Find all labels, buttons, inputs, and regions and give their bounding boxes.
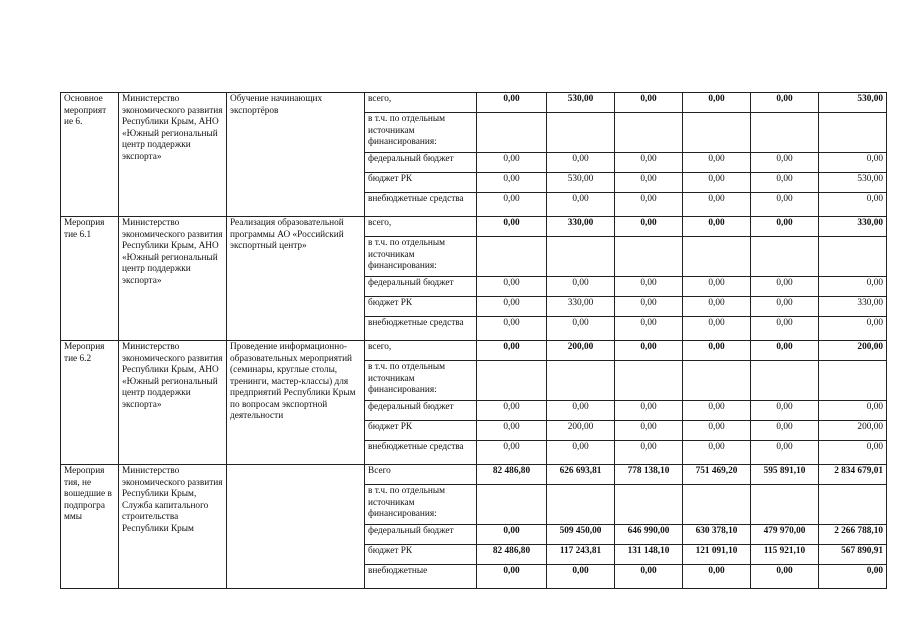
amount-cell: 0,00 — [683, 217, 751, 237]
funding-source-label: внебюджетные — [365, 565, 477, 589]
group-executor-cell: Министерство экономического развития Республики Крым, АНО «Южный региональный центр поддержки экспорта» — [119, 93, 227, 217]
amount-cell: 0,00 — [477, 421, 547, 441]
funding-source-label: бюджет РК — [365, 421, 477, 441]
amount-cell: 0,00 — [477, 441, 547, 465]
amount-cell: 509 450,00 — [547, 525, 615, 545]
amount-cell: 0,00 — [751, 565, 819, 589]
amount-cell: 0,00 — [547, 401, 615, 421]
funding-source-label: в т.ч. по отдельным источникам финансирования: — [365, 361, 477, 401]
group-name-cell: Проведение информационно-образовательных мероприятий (семинары, круглые столы, тренинги, мастер-классы) для предприятий Республики Крым по вопросам экспортной деятельности — [227, 341, 365, 465]
amount-cell — [751, 361, 819, 401]
group-name-cell: Реализация образовательной программы АО «Российский экспортный центр» — [227, 217, 365, 341]
amount-cell: 0,00 — [615, 193, 683, 217]
amount-cell: 0,00 — [547, 277, 615, 297]
amount-cell: 0,00 — [615, 401, 683, 421]
amount-cell — [547, 361, 615, 401]
amount-cell — [819, 485, 887, 525]
amount-cell: 0,00 — [477, 401, 547, 421]
funding-source-label: всего, — [365, 93, 477, 113]
funding-source-label: в т.ч. по отдельным источникам финансирования: — [365, 113, 477, 153]
amount-cell: 0,00 — [477, 277, 547, 297]
table-body — [61, 93, 887, 589]
funding-source-label: бюджет РК — [365, 173, 477, 193]
amount-cell: 0,00 — [615, 421, 683, 441]
amount-cell — [477, 237, 547, 277]
amount-cell: 0,00 — [477, 93, 547, 113]
amount-cell: 115 921,10 — [751, 545, 819, 565]
amount-cell: 0,00 — [819, 565, 887, 589]
amount-cell: 0,00 — [751, 401, 819, 421]
amount-cell: 0,00 — [819, 153, 887, 173]
funding-source-label: бюджет РК — [365, 545, 477, 565]
amount-cell: 0,00 — [615, 441, 683, 465]
amount-cell: 646 990,00 — [615, 525, 683, 545]
group-executor-cell: Министерство экономического развития Республики Крым, АНО «Южный региональный центр поддержки экспорта» — [119, 341, 227, 465]
amount-cell: 0,00 — [683, 173, 751, 193]
funding-source-label: всего, — [365, 341, 477, 361]
amount-cell: 0,00 — [615, 297, 683, 317]
group-code-cell: Мероприя тие 6.1 — [61, 217, 119, 341]
funding-source-label: бюджет РК — [365, 297, 477, 317]
group-code-cell: Мероприя тия, не вошедшие в подпрогра ммы — [61, 465, 119, 589]
amount-cell: 0,00 — [477, 217, 547, 237]
funding-source-label: внебюджетные средства — [365, 441, 477, 465]
amount-cell — [683, 361, 751, 401]
amount-cell — [477, 361, 547, 401]
amount-cell: 200,00 — [819, 341, 887, 361]
amount-cell: 0,00 — [615, 565, 683, 589]
amount-cell: 0,00 — [751, 93, 819, 113]
amount-cell: 200,00 — [547, 421, 615, 441]
group-executor-cell: Министерство экономического развития Республики Крым, АНО «Южный региональный центр поддержки экспорта» — [119, 217, 227, 341]
amount-cell: 200,00 — [819, 421, 887, 441]
amount-cell: 0,00 — [751, 297, 819, 317]
group-code-cell: Мероприя тие 6.2 — [61, 341, 119, 465]
amount-cell: 117 243,81 — [547, 545, 615, 565]
amount-cell: 479 970,00 — [751, 525, 819, 545]
amount-cell — [683, 237, 751, 277]
group-code-cell: Основное мероприят ие 6. — [61, 93, 119, 217]
amount-cell: 0,00 — [751, 341, 819, 361]
amount-cell: 0,00 — [615, 153, 683, 173]
amount-cell: 0,00 — [819, 277, 887, 297]
amount-cell: 626 693,81 — [547, 465, 615, 485]
amount-cell: 0,00 — [683, 565, 751, 589]
amount-cell: 530,00 — [547, 93, 615, 113]
amount-cell: 330,00 — [547, 297, 615, 317]
amount-cell: 0,00 — [547, 441, 615, 465]
amount-cell: 2 266 788,10 — [819, 525, 887, 545]
amount-cell: 0,00 — [683, 317, 751, 341]
amount-cell — [547, 485, 615, 525]
amount-cell: 0,00 — [751, 441, 819, 465]
amount-cell: 330,00 — [547, 217, 615, 237]
amount-cell: 330,00 — [819, 217, 887, 237]
funding-source-label: внебюджетные средства — [365, 193, 477, 217]
amount-cell — [615, 485, 683, 525]
amount-cell: 0,00 — [819, 441, 887, 465]
group-name-cell: Обучение начинающих экспортёров — [227, 93, 365, 217]
funding-source-label: федеральный бюджет — [365, 525, 477, 545]
amount-cell — [819, 361, 887, 401]
amount-cell: 0,00 — [751, 173, 819, 193]
amount-cell — [477, 485, 547, 525]
amount-cell: 0,00 — [477, 341, 547, 361]
amount-cell: 0,00 — [683, 153, 751, 173]
amount-cell: 0,00 — [477, 297, 547, 317]
amount-cell: 778 138,10 — [615, 465, 683, 485]
funding-source-label: в т.ч. по отдельным источникам финансирования: — [365, 485, 477, 525]
amount-cell: 0,00 — [751, 193, 819, 217]
table-row — [61, 465, 887, 485]
amount-cell: 0,00 — [683, 341, 751, 361]
amount-cell — [615, 113, 683, 153]
amount-cell — [615, 237, 683, 277]
amount-cell: 121 091,10 — [683, 545, 751, 565]
amount-cell: 0,00 — [751, 421, 819, 441]
funding-source-label: в т.ч. по отдельным источникам финансирования: — [365, 237, 477, 277]
amount-cell: 0,00 — [683, 401, 751, 421]
amount-cell: 0,00 — [683, 193, 751, 217]
funding-source-label: федеральный бюджет — [365, 277, 477, 297]
amount-cell — [751, 485, 819, 525]
amount-cell: 0,00 — [615, 93, 683, 113]
amount-cell: 0,00 — [683, 277, 751, 297]
amount-cell: 0,00 — [477, 173, 547, 193]
amount-cell: 0,00 — [615, 341, 683, 361]
amount-cell: 0,00 — [819, 401, 887, 421]
amount-cell — [819, 113, 887, 153]
amount-cell: 567 890,91 — [819, 545, 887, 565]
amount-cell — [751, 237, 819, 277]
amount-cell — [819, 237, 887, 277]
amount-cell: 0,00 — [683, 297, 751, 317]
amount-cell: 131 148,10 — [615, 545, 683, 565]
amount-cell: 200,00 — [547, 341, 615, 361]
amount-cell: 530,00 — [819, 173, 887, 193]
amount-cell — [683, 113, 751, 153]
amount-cell: 0,00 — [751, 153, 819, 173]
table-row — [61, 341, 887, 361]
amount-cell — [547, 237, 615, 277]
amount-cell: 0,00 — [819, 193, 887, 217]
amount-cell: 0,00 — [683, 93, 751, 113]
funding-source-label: внебюджетные средства — [365, 317, 477, 341]
amount-cell — [477, 113, 547, 153]
amount-cell — [751, 113, 819, 153]
amount-cell: 0,00 — [683, 441, 751, 465]
amount-cell — [547, 113, 615, 153]
amount-cell: 0,00 — [547, 153, 615, 173]
amount-cell: 0,00 — [751, 277, 819, 297]
amount-cell: 0,00 — [547, 565, 615, 589]
table-row — [61, 217, 887, 237]
amount-cell: 0,00 — [477, 193, 547, 217]
amount-cell: 0,00 — [477, 565, 547, 589]
amount-cell: 0,00 — [615, 217, 683, 237]
amount-cell: 0,00 — [547, 317, 615, 341]
budget-table — [60, 92, 887, 589]
amount-cell: 0,00 — [477, 525, 547, 545]
amount-cell: 0,00 — [751, 217, 819, 237]
amount-cell: 0,00 — [615, 277, 683, 297]
amount-cell: 530,00 — [819, 93, 887, 113]
amount-cell: 82 486,80 — [477, 545, 547, 565]
amount-cell: 0,00 — [751, 317, 819, 341]
funding-source-label: всего, — [365, 217, 477, 237]
amount-cell: 0,00 — [477, 153, 547, 173]
amount-cell: 2 834 679,01 — [819, 465, 887, 485]
funding-source-label: федеральный бюджет — [365, 401, 477, 421]
amount-cell: 0,00 — [683, 421, 751, 441]
amount-cell: 0,00 — [615, 317, 683, 341]
group-executor-cell: Министерство экономического развития Республики Крым, Служба капитального строительства Республики Крым — [119, 465, 227, 589]
amount-cell — [683, 485, 751, 525]
amount-cell: 0,00 — [615, 173, 683, 193]
amount-cell: 630 378,10 — [683, 525, 751, 545]
amount-cell: 0,00 — [819, 317, 887, 341]
amount-cell: 751 469,20 — [683, 465, 751, 485]
amount-cell: 330,00 — [819, 297, 887, 317]
group-name-cell — [227, 465, 365, 589]
amount-cell: 82 486,80 — [477, 465, 547, 485]
table-row — [61, 93, 887, 113]
funding-source-label: Всего — [365, 465, 477, 485]
amount-cell: 595 891,10 — [751, 465, 819, 485]
amount-cell: 0,00 — [547, 193, 615, 217]
funding-source-label: федеральный бюджет — [365, 153, 477, 173]
amount-cell: 530,00 — [547, 173, 615, 193]
amount-cell — [615, 361, 683, 401]
amount-cell: 0,00 — [477, 317, 547, 341]
